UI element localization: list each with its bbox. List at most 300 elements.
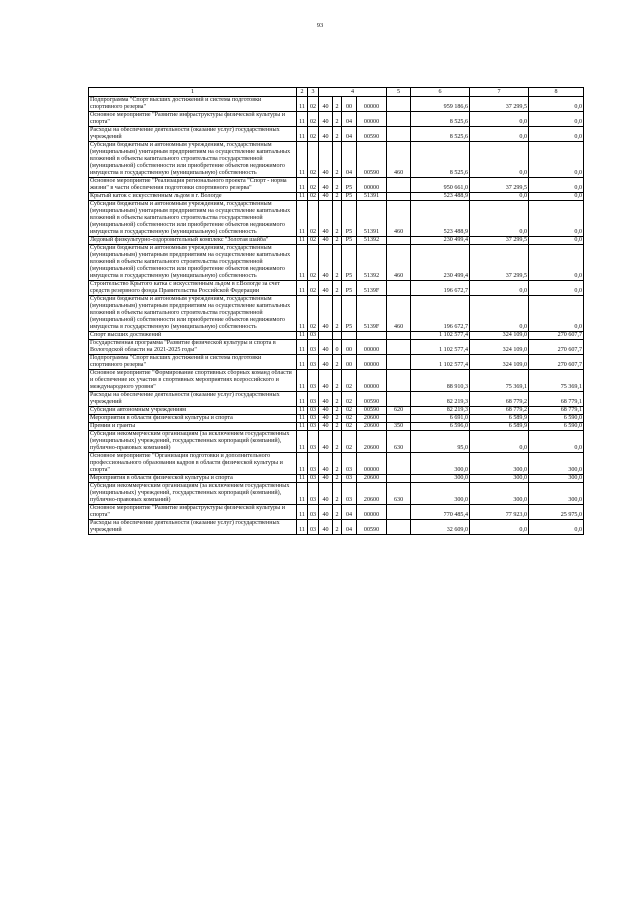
row-amount-2023: 6 590,0 bbox=[529, 423, 584, 431]
row-section: 11 bbox=[297, 127, 308, 142]
row-amount-2021: 1 102 577,4 bbox=[411, 332, 470, 340]
row-event: 04 bbox=[342, 520, 357, 535]
row-section: 11 bbox=[297, 415, 308, 423]
row-amount-2021: 1 102 577,4 bbox=[411, 355, 470, 370]
row-subprogram: 2 bbox=[333, 201, 342, 237]
table-row bbox=[89, 245, 584, 281]
row-section: 11 bbox=[297, 112, 308, 127]
row-program: 40 bbox=[319, 520, 333, 535]
row-event: 04 bbox=[342, 127, 357, 142]
row-amount-2022: 37 299,5 bbox=[470, 97, 529, 112]
col-header-8: 8 bbox=[529, 88, 584, 97]
row-amount-2022: 6 589,9 bbox=[470, 423, 529, 431]
row-direction: 00000 bbox=[357, 178, 387, 193]
row-subprogram: 2 bbox=[333, 475, 342, 483]
table-row bbox=[89, 392, 584, 407]
row-amount-2023: 68 779,1 bbox=[529, 407, 584, 415]
row-subprogram: 2 bbox=[333, 296, 342, 332]
row-amount-2022: 6 589,9 bbox=[470, 415, 529, 423]
row-expense-type: 630 bbox=[387, 483, 411, 505]
row-amount-2022: 68 779,2 bbox=[470, 392, 529, 407]
row-subsection: 03 bbox=[308, 423, 319, 431]
row-event: P5 bbox=[342, 296, 357, 332]
row-amount-2023: 300,0 bbox=[529, 453, 584, 475]
row-name: Расходы на обеспечение деятельности (оказание услуг) государственных учреждений bbox=[89, 127, 297, 142]
row-event: P5 bbox=[342, 281, 357, 296]
row-program: 40 bbox=[319, 340, 333, 355]
row-direction: 00590 bbox=[357, 127, 387, 142]
budget-table bbox=[88, 87, 584, 535]
row-amount-2023: 68 779,1 bbox=[529, 392, 584, 407]
row-expense-type bbox=[387, 520, 411, 535]
table-row bbox=[89, 201, 584, 237]
row-program: 40 bbox=[319, 178, 333, 193]
row-event: 00 bbox=[342, 340, 357, 355]
row-program: 40 bbox=[319, 237, 333, 245]
row-amount-2021: 95,0 bbox=[411, 431, 470, 453]
row-program: 40 bbox=[319, 193, 333, 201]
row-expense-type bbox=[387, 453, 411, 475]
row-amount-2022: 37 299,5 bbox=[470, 237, 529, 245]
row-subprogram: 2 bbox=[333, 281, 342, 296]
row-section: 11 bbox=[297, 520, 308, 535]
row-program: 40 bbox=[319, 112, 333, 127]
row-subsection: 02 bbox=[308, 127, 319, 142]
row-name: Субсидии автономным учреждениям bbox=[89, 407, 297, 415]
row-amount-2021: 300,0 bbox=[411, 483, 470, 505]
row-subsection: 03 bbox=[308, 520, 319, 535]
row-section: 11 bbox=[297, 475, 308, 483]
row-expense-type: 350 bbox=[387, 423, 411, 431]
row-section: 11 bbox=[297, 296, 308, 332]
table-row bbox=[89, 112, 584, 127]
row-direction: 00000 bbox=[357, 97, 387, 112]
row-section: 11 bbox=[297, 193, 308, 201]
row-direction: 20600 bbox=[357, 431, 387, 453]
table-row bbox=[89, 407, 584, 415]
row-name: Основное мероприятие "Развитие инфраструктуры физической культуры и спорта" bbox=[89, 112, 297, 127]
row-subsection: 02 bbox=[308, 201, 319, 237]
row-program: 40 bbox=[319, 355, 333, 370]
row-amount-2022: 0,0 bbox=[470, 112, 529, 127]
row-direction: 00590 bbox=[357, 392, 387, 407]
row-name: Государственная программа "Развитие физической культуры и спорта в Вологодской области на 2021-2025 годы" bbox=[89, 340, 297, 355]
row-name: Расходы на обеспечение деятельности (оказание услуг) государственных учреждений bbox=[89, 392, 297, 407]
row-amount-2022: 300,0 bbox=[470, 483, 529, 505]
row-subprogram: 2 bbox=[333, 520, 342, 535]
row-amount-2022: 0,0 bbox=[470, 296, 529, 332]
row-subprogram: 2 bbox=[333, 97, 342, 112]
row-subprogram: 2 bbox=[333, 178, 342, 193]
row-expense-type bbox=[387, 370, 411, 392]
row-expense-type bbox=[387, 392, 411, 407]
row-name: Субсидии бюджетным и автономным учреждениям, государственным (муниципальным) унитарным предприятиям на осуществление капитальных вложений в объекты капитального строительства государственной (муниципальной) собственности или приобретение объектов недвижимого имущества в государственную (муниципальную) собственность bbox=[89, 245, 297, 281]
row-direction: 51392 bbox=[357, 245, 387, 281]
row-direction: 20600 bbox=[357, 475, 387, 483]
row-event: 03 bbox=[342, 453, 357, 475]
row-expense-type bbox=[387, 475, 411, 483]
row-name: Субсидии некоммерческим организациям (за исключением государственных (муниципальных) учреждений, государственных корпораций (компаний), публично-правовых компаний) bbox=[89, 431, 297, 453]
row-subprogram: 2 bbox=[333, 453, 342, 475]
row-section: 11 bbox=[297, 392, 308, 407]
row-subprogram: 2 bbox=[333, 370, 342, 392]
row-program: 40 bbox=[319, 142, 333, 178]
row-direction: 00000 bbox=[357, 505, 387, 520]
row-amount-2023: 300,0 bbox=[529, 475, 584, 483]
row-direction: 00590 bbox=[357, 407, 387, 415]
row-subprogram: 2 bbox=[333, 127, 342, 142]
row-amount-2021: 959 186,6 bbox=[411, 97, 470, 112]
row-amount-2023: 6 590,0 bbox=[529, 415, 584, 423]
row-section: 11 bbox=[297, 370, 308, 392]
row-direction: 20600 bbox=[357, 483, 387, 505]
row-name: Субсидии бюджетным и автономным учреждениям, государственным (муниципальным) унитарным предприятиям на осуществление капитальных вложений в объекты капитального строительства государственной (муниципальной) собственности или приобретение объектов недвижимого имущества в государственную (муниципальную) собственность bbox=[89, 142, 297, 178]
row-name: Субсидии некоммерческим организациям (за исключением государственных (муниципальных) учреждений, государственных корпораций (компаний), публично-правовых компаний) bbox=[89, 483, 297, 505]
row-program: 40 bbox=[319, 431, 333, 453]
row-subsection: 03 bbox=[308, 407, 319, 415]
row-amount-2023: 0,0 bbox=[529, 237, 584, 245]
row-direction: 5139F bbox=[357, 296, 387, 332]
row-expense-type bbox=[387, 340, 411, 355]
row-amount-2022: 324 109,0 bbox=[470, 340, 529, 355]
row-amount-2023: 0,0 bbox=[529, 431, 584, 453]
row-event: 02 bbox=[342, 431, 357, 453]
row-subprogram: 2 bbox=[333, 505, 342, 520]
row-expense-type bbox=[387, 281, 411, 296]
row-section: 11 bbox=[297, 332, 308, 340]
col-header-2: 2 bbox=[297, 88, 308, 97]
row-amount-2021: 196 672,7 bbox=[411, 296, 470, 332]
row-subsection: 03 bbox=[308, 332, 319, 340]
table-row bbox=[89, 296, 584, 332]
col-header-5: 5 bbox=[387, 88, 411, 97]
row-expense-type bbox=[387, 355, 411, 370]
row-amount-2021: 8 525,6 bbox=[411, 142, 470, 178]
row-amount-2023: 0,0 bbox=[529, 281, 584, 296]
row-amount-2023: 0,0 bbox=[529, 193, 584, 201]
row-program: 40 bbox=[319, 127, 333, 142]
row-amount-2021: 523 488,9 bbox=[411, 193, 470, 201]
row-subprogram bbox=[333, 332, 342, 340]
table-row bbox=[89, 453, 584, 475]
table-row bbox=[89, 370, 584, 392]
row-program: 40 bbox=[319, 370, 333, 392]
row-program: 40 bbox=[319, 296, 333, 332]
row-event: 04 bbox=[342, 505, 357, 520]
row-amount-2022: 75 369,1 bbox=[470, 370, 529, 392]
row-subsection: 02 bbox=[308, 142, 319, 178]
row-amount-2021: 230 499,4 bbox=[411, 245, 470, 281]
table-body bbox=[89, 97, 584, 535]
row-amount-2021: 523 488,9 bbox=[411, 201, 470, 237]
row-amount-2023: 0,0 bbox=[529, 245, 584, 281]
row-amount-2022: 0,0 bbox=[470, 520, 529, 535]
row-amount-2021: 230 499,4 bbox=[411, 237, 470, 245]
col-header-7: 7 bbox=[470, 88, 529, 97]
row-event: 00 bbox=[342, 355, 357, 370]
row-amount-2022: 0,0 bbox=[470, 127, 529, 142]
table-row bbox=[89, 340, 584, 355]
row-amount-2023: 270 607,7 bbox=[529, 332, 584, 340]
table-row bbox=[89, 431, 584, 453]
row-amount-2022: 37 299,5 bbox=[470, 245, 529, 281]
row-amount-2023: 0,0 bbox=[529, 201, 584, 237]
row-event: P5 bbox=[342, 237, 357, 245]
row-subprogram: 2 bbox=[333, 112, 342, 127]
row-subsection: 02 bbox=[308, 193, 319, 201]
row-expense-type bbox=[387, 193, 411, 201]
row-amount-2022: 0,0 bbox=[470, 142, 529, 178]
row-subsection: 02 bbox=[308, 97, 319, 112]
row-subsection: 03 bbox=[308, 355, 319, 370]
row-subprogram: 2 bbox=[333, 142, 342, 178]
row-expense-type bbox=[387, 112, 411, 127]
row-name: Ледовый физкультурно-оздоровительный комплекс "Золотая шайба" bbox=[89, 237, 297, 245]
row-event: 02 bbox=[342, 392, 357, 407]
row-expense-type bbox=[387, 237, 411, 245]
row-event: P5 bbox=[342, 193, 357, 201]
row-subsection: 03 bbox=[308, 392, 319, 407]
row-program: 40 bbox=[319, 475, 333, 483]
row-event: 03 bbox=[342, 483, 357, 505]
table-row bbox=[89, 281, 584, 296]
col-header-1: 1 bbox=[89, 88, 297, 97]
row-amount-2023: 0,0 bbox=[529, 178, 584, 193]
row-amount-2021: 300,0 bbox=[411, 475, 470, 483]
row-section: 11 bbox=[297, 97, 308, 112]
row-expense-type bbox=[387, 415, 411, 423]
row-amount-2023: 270 607,7 bbox=[529, 340, 584, 355]
row-program: 40 bbox=[319, 201, 333, 237]
row-amount-2021: 8 525,6 bbox=[411, 127, 470, 142]
row-event: P5 bbox=[342, 201, 357, 237]
row-amount-2022: 0,0 bbox=[470, 431, 529, 453]
row-subprogram: 2 bbox=[333, 237, 342, 245]
table-row bbox=[89, 423, 584, 431]
row-amount-2022: 300,0 bbox=[470, 453, 529, 475]
table-row bbox=[89, 178, 584, 193]
row-amount-2021: 32 609,0 bbox=[411, 520, 470, 535]
table-row bbox=[89, 127, 584, 142]
row-amount-2022: 324 109,0 bbox=[470, 332, 529, 340]
table-row bbox=[89, 520, 584, 535]
row-subsection: 02 bbox=[308, 112, 319, 127]
row-event: 02 bbox=[342, 407, 357, 415]
table-row bbox=[89, 237, 584, 245]
row-program: 40 bbox=[319, 97, 333, 112]
row-name: Премии и гранты bbox=[89, 423, 297, 431]
row-name: Спорт высших достижений bbox=[89, 332, 297, 340]
row-name: Основное мероприятие "Развитие инфраструктуры физической культуры и спорта" bbox=[89, 505, 297, 520]
row-event: P5 bbox=[342, 245, 357, 281]
row-subsection: 02 bbox=[308, 237, 319, 245]
row-section: 11 bbox=[297, 245, 308, 281]
row-name: Основное мероприятие "Реализация регионального проекта "Спорт - норма жизни" в части обеспечения подготовки спортивного резерва" bbox=[89, 178, 297, 193]
row-subprogram: 2 bbox=[333, 423, 342, 431]
row-expense-type: 460 bbox=[387, 296, 411, 332]
row-event: P5 bbox=[342, 178, 357, 193]
row-name: Крытый каток с искусственным льдом в г. Вологде bbox=[89, 193, 297, 201]
table-row bbox=[89, 97, 584, 112]
row-section: 11 bbox=[297, 483, 308, 505]
row-subprogram: 2 bbox=[333, 407, 342, 415]
row-expense-type bbox=[387, 97, 411, 112]
row-amount-2022: 0,0 bbox=[470, 281, 529, 296]
row-name: Подпрограмма "Спорт высших достижений и система подготовки спортивного резерва" bbox=[89, 355, 297, 370]
row-direction: 00000 bbox=[357, 112, 387, 127]
table-row bbox=[89, 193, 584, 201]
row-program: 40 bbox=[319, 392, 333, 407]
row-amount-2021: 770 485,4 bbox=[411, 505, 470, 520]
row-expense-type: 460 bbox=[387, 245, 411, 281]
row-event: 02 bbox=[342, 423, 357, 431]
row-direction: 00590 bbox=[357, 142, 387, 178]
row-direction: 00000 bbox=[357, 355, 387, 370]
table-row bbox=[89, 332, 584, 340]
row-subsection: 03 bbox=[308, 415, 319, 423]
table-row bbox=[89, 142, 584, 178]
row-amount-2023: 270 607,7 bbox=[529, 355, 584, 370]
row-direction: 00000 bbox=[357, 453, 387, 475]
row-amount-2023: 0,0 bbox=[529, 142, 584, 178]
row-event: 02 bbox=[342, 415, 357, 423]
row-section: 11 bbox=[297, 431, 308, 453]
row-amount-2022: 300,0 bbox=[470, 475, 529, 483]
row-subsection: 02 bbox=[308, 281, 319, 296]
row-program: 40 bbox=[319, 453, 333, 475]
row-direction: 00000 bbox=[357, 370, 387, 392]
row-amount-2021: 82 219,3 bbox=[411, 392, 470, 407]
row-event: 04 bbox=[342, 112, 357, 127]
row-name: Субсидии бюджетным и автономным учреждениям, государственным (муниципальным) унитарным предприятиям на осуществление капитальных вложений в объекты капитального строительства государственной (муниципальной) собственности или приобретение объектов недвижимого имущества в государственную (муниципальную) собственность bbox=[89, 201, 297, 237]
row-section: 11 bbox=[297, 505, 308, 520]
row-expense-type bbox=[387, 127, 411, 142]
row-name: Основное мероприятие "Организация подготовки и дополнительного профессионального образования кадров в области физической культуры и спорта" bbox=[89, 453, 297, 475]
row-name: Подпрограмма "Спорт высших достижений и система подготовки спортивного резерва" bbox=[89, 97, 297, 112]
page-number: 93 bbox=[316, 22, 324, 29]
row-event bbox=[342, 332, 357, 340]
row-subsection: 02 bbox=[308, 178, 319, 193]
row-section: 11 bbox=[297, 340, 308, 355]
row-amount-2021: 82 219,3 bbox=[411, 407, 470, 415]
row-subprogram: 0 bbox=[333, 340, 342, 355]
row-expense-type: 460 bbox=[387, 201, 411, 237]
row-direction: 20600 bbox=[357, 423, 387, 431]
row-name: Мероприятия в области физической культуры и спорта bbox=[89, 415, 297, 423]
row-event: 03 bbox=[342, 475, 357, 483]
row-subsection: 03 bbox=[308, 431, 319, 453]
row-section: 11 bbox=[297, 407, 308, 415]
row-expense-type: 620 bbox=[387, 407, 411, 415]
table-row bbox=[89, 415, 584, 423]
row-amount-2022: 68 779,2 bbox=[470, 407, 529, 415]
row-subsection: 03 bbox=[308, 505, 319, 520]
row-subsection: 03 bbox=[308, 483, 319, 505]
row-subsection: 03 bbox=[308, 475, 319, 483]
row-amount-2021: 6 691,0 bbox=[411, 415, 470, 423]
row-direction: 5139F bbox=[357, 281, 387, 296]
row-program: 40 bbox=[319, 415, 333, 423]
row-subprogram: 2 bbox=[333, 245, 342, 281]
row-program: 40 bbox=[319, 505, 333, 520]
row-name: Основное мероприятие "Формирование спортивных сборных команд области и обеспечение их участия в спортивных мероприятиях всероссийского и международного уровня" bbox=[89, 370, 297, 392]
row-section: 11 bbox=[297, 201, 308, 237]
row-amount-2021: 950 661,0 bbox=[411, 178, 470, 193]
row-section: 11 bbox=[297, 453, 308, 475]
row-name: Субсидии бюджетным и автономным учреждениям, государственным (муниципальным) унитарным предприятиям на осуществление капитальных вложений в объекты капитального строительства государственной (муниципальной) собственности или приобретение объектов недвижимого имущества в государственную (муниципальную) собственность bbox=[89, 296, 297, 332]
row-event: 04 bbox=[342, 142, 357, 178]
row-section: 11 bbox=[297, 142, 308, 178]
row-event: 00 bbox=[342, 97, 357, 112]
row-amount-2021: 8 525,6 bbox=[411, 112, 470, 127]
row-subsection: 03 bbox=[308, 340, 319, 355]
row-subprogram: 2 bbox=[333, 193, 342, 201]
row-expense-type bbox=[387, 332, 411, 340]
row-direction: 00000 bbox=[357, 340, 387, 355]
row-amount-2021: 1 102 577,4 bbox=[411, 340, 470, 355]
col-header-4: 4 bbox=[319, 88, 387, 97]
table-row bbox=[89, 483, 584, 505]
row-amount-2023: 0,0 bbox=[529, 112, 584, 127]
table-row bbox=[89, 355, 584, 370]
row-name: Мероприятия в области физической культуры и спорта bbox=[89, 475, 297, 483]
row-amount-2022: 37 299,5 bbox=[470, 178, 529, 193]
row-expense-type: 630 bbox=[387, 431, 411, 453]
col-header-3: 3 bbox=[308, 88, 319, 97]
row-amount-2023: 0,0 bbox=[529, 296, 584, 332]
row-amount-2021: 88 910,3 bbox=[411, 370, 470, 392]
row-section: 11 bbox=[297, 237, 308, 245]
row-program: 40 bbox=[319, 245, 333, 281]
row-amount-2023: 75 369,1 bbox=[529, 370, 584, 392]
row-subprogram: 2 bbox=[333, 431, 342, 453]
row-direction: 51391 bbox=[357, 193, 387, 201]
col-header-6: 6 bbox=[411, 88, 470, 97]
table-row bbox=[89, 475, 584, 483]
row-name: Строительство Крытого катка с искусственным льдом в г.Вологде за счет средств резервного фонда Правительства Российской Федерации bbox=[89, 281, 297, 296]
row-amount-2023: 300,0 bbox=[529, 483, 584, 505]
table-row bbox=[89, 505, 584, 520]
row-section: 11 bbox=[297, 355, 308, 370]
row-program: 40 bbox=[319, 423, 333, 431]
row-program: 40 bbox=[319, 281, 333, 296]
row-amount-2022: 0,0 bbox=[470, 193, 529, 201]
row-subprogram: 2 bbox=[333, 355, 342, 370]
row-subprogram: 2 bbox=[333, 415, 342, 423]
row-section: 11 bbox=[297, 423, 308, 431]
row-direction: 00590 bbox=[357, 520, 387, 535]
row-amount-2023: 25 975,0 bbox=[529, 505, 584, 520]
row-subsection: 03 bbox=[308, 453, 319, 475]
header-row bbox=[89, 88, 584, 97]
row-direction: 51391 bbox=[357, 201, 387, 237]
row-section: 11 bbox=[297, 281, 308, 296]
row-amount-2021: 6 596,0 bbox=[411, 423, 470, 431]
row-name: Расходы на обеспечение деятельности (оказание услуг) государственных учреждений bbox=[89, 520, 297, 535]
row-subprogram: 2 bbox=[333, 483, 342, 505]
row-event: 02 bbox=[342, 370, 357, 392]
row-subsection: 02 bbox=[308, 296, 319, 332]
budget-table-container bbox=[88, 87, 583, 535]
row-program: 40 bbox=[319, 407, 333, 415]
row-amount-2023: 0,0 bbox=[529, 520, 584, 535]
row-amount-2023: 0,0 bbox=[529, 97, 584, 112]
row-amount-2021: 300,0 bbox=[411, 453, 470, 475]
row-expense-type bbox=[387, 178, 411, 193]
row-expense-type bbox=[387, 505, 411, 520]
row-amount-2023: 0,0 bbox=[529, 127, 584, 142]
row-amount-2022: 0,0 bbox=[470, 201, 529, 237]
